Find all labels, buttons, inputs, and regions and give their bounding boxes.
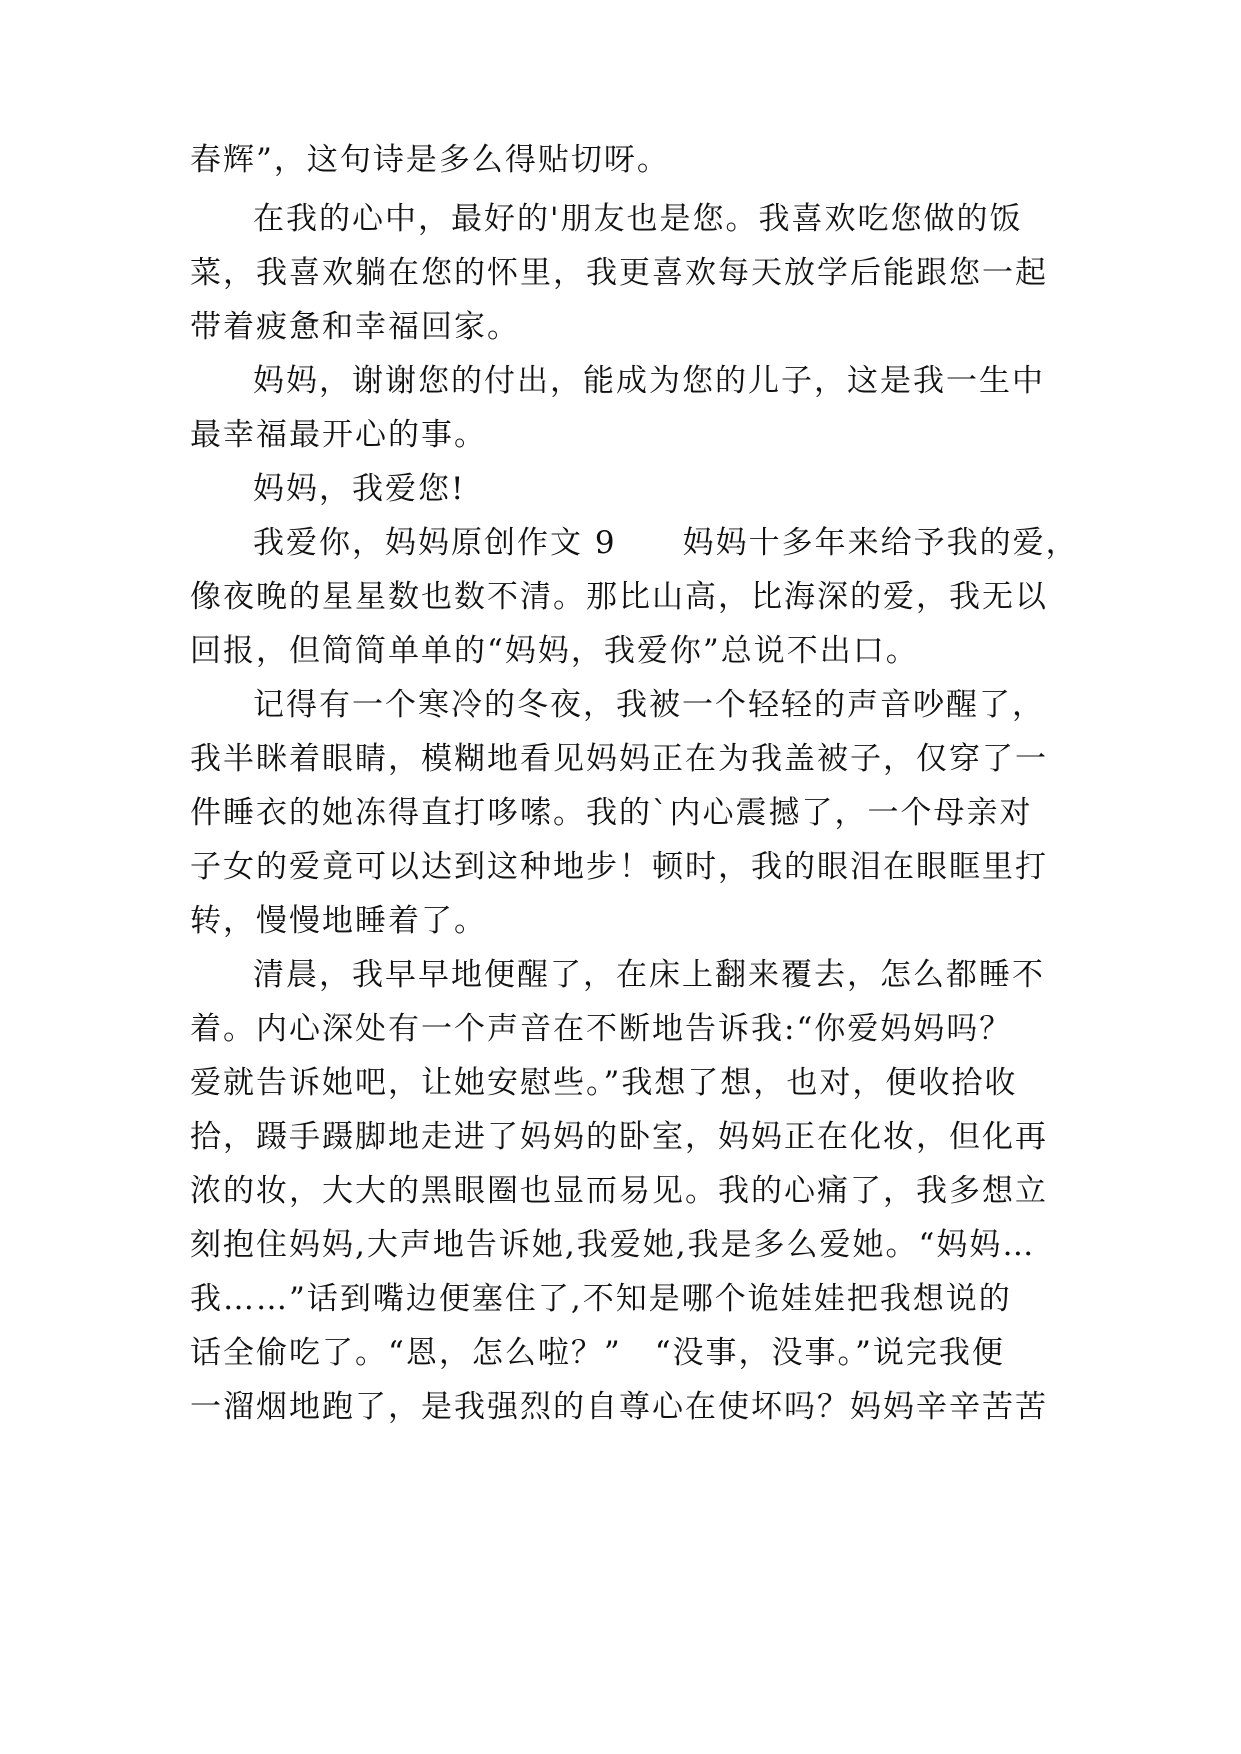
paragraph-line: 件睡衣的她冻得直打哆嗦。我的`内心震撼了，一个母亲对 (190, 795, 1033, 831)
paragraph-line: 带着疲惫和幸福回家。 (190, 309, 520, 345)
paragraph-line: 爱就告诉她吧，让她安慰些。”我想了想，也对，便收拾收 (190, 1065, 1018, 1101)
paragraph-line: 最幸福最开心的事。 (190, 417, 487, 453)
paragraph-line: 转，慢慢地睡着了。 (190, 903, 487, 939)
paragraph-line: 拾，蹑手蹑脚地走进了妈妈的卧室，妈妈正在化妆，但化再 (190, 1119, 1048, 1155)
paragraph-line: 记得有一个寒冷的冬夜，我被一个轻轻的声音吵醒了， (253, 687, 1045, 723)
paragraph-line: 清晨，我早早地便醒了，在床上翻来覆去，怎么都睡不 (253, 957, 1045, 993)
paragraph-line: 话全偷吃了。“恩，怎么啦？” “没事，没事。”说完我便 (190, 1335, 1005, 1371)
paragraph-line: 妈妈，谢谢您的付出，能成为您的儿子，这是我一生中 (253, 363, 1045, 399)
paragraph-line: 妈妈，我爱您! (253, 471, 466, 507)
paragraph-line: 我爱你，妈妈原创作文 9 妈妈十多年来给予我的爱， (253, 525, 1079, 561)
paragraph-line: 我……”话到嘴边便塞住了,不知是哪个诡娃娃把我想说的 (190, 1281, 1012, 1317)
paragraph-line: 像夜晚的星星数也数不清。那比山高，比海深的爱，我无以 (190, 579, 1048, 615)
paragraph-line: 菜，我喜欢躺在您的怀里，我更喜欢每天放学后能跟您一起 (190, 255, 1048, 291)
paragraph-line: 回报，但简简单单的“妈妈，我爱你”总说不出口。 (190, 633, 919, 669)
paragraph-line: 刻抱住妈妈,大声地告诉她,我爱她,我是多么爱她。“妈妈… (190, 1227, 1036, 1263)
paragraph-line: 着。内心深处有一个声音在不断地告诉我:“你爱妈妈吗？ (190, 1011, 1013, 1047)
paragraph-line: 浓的妆，大大的黑眼圈也显而易见。我的心痛了，我多想立 (190, 1173, 1048, 1209)
paragraph-line: 一溜烟地跑了，是我强烈的自尊心在使坏吗？妈妈辛辛苦苦 (190, 1389, 1048, 1425)
paragraph-line: 我半眯着眼睛，模糊地看见妈妈正在为我盖被子，仅穿了一 (190, 741, 1048, 777)
paragraph-line: 在我的心中，最好的'朋友也是您。我喜欢吃您做的饭 (253, 201, 1023, 237)
paragraph-line: 子女的爱竟可以达到这种地步！顿时，我的眼泪在眼眶里打 (190, 849, 1048, 885)
paragraph-line: 春辉”，这句诗是多么得贴切呀。 (190, 142, 670, 178)
